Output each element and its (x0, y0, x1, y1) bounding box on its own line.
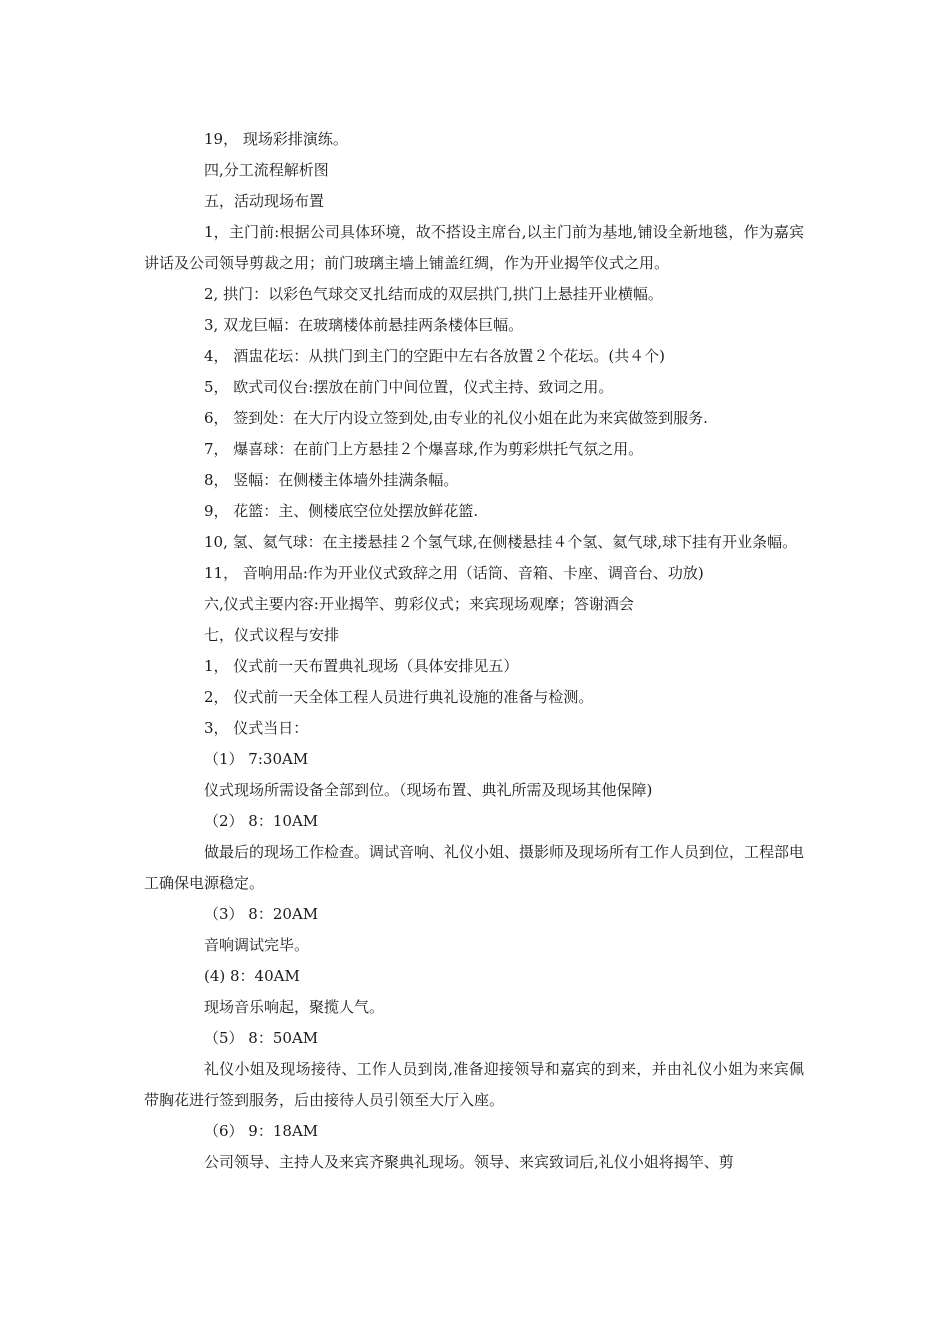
text-line: 仪式现场所需设备全部到位。（现场布置、典礼所需及现场其他保障) (204, 781, 653, 799)
text-line: 11， 音响用品:作为开业仪式致辞之用（话筒、音箱、卡座、调音台、功放) (204, 564, 704, 582)
text-line: 2, 拱门：以彩色气球交叉扎结而成的双层拱门,拱门上悬挂开业横幅。 (204, 285, 663, 303)
section-heading: 四,分工流程解析图 (204, 161, 329, 179)
time-label: （1） 7:30AM (204, 750, 309, 768)
text-line: 5， 欧式司仪台:摆放在前门中间位置，仪式主持、致词之用。 (204, 378, 614, 396)
section-heading: 五，活动现场布置 (204, 192, 325, 210)
paragraph: 礼仪小姐及现场接待、工作人员到岗,准备迎接领导和嘉宾的到来，并由礼仪小姐为来宾佩带胸花进行签到服务，后由接待人员引领至大厅入座。 (144, 1060, 804, 1109)
time-label: （3） 8：20AM (204, 905, 319, 923)
text-line: 公司领导、主持人及来宾齐聚典礼现场。领导、来宾致词后,礼仪小姐将揭竿、剪 (204, 1153, 734, 1171)
text-line: 6， 签到处：在大厅内设立签到处,由专业的礼仪小姐在此为来宾做签到服务. (204, 409, 708, 427)
time-label: （6） 9：18AM (204, 1122, 319, 1140)
text-line: 8， 竖幅：在侧楼主体墙外挂满条幅。 (204, 471, 459, 489)
text-line: 19， 现场彩排演练。 (204, 130, 348, 148)
document-body (144, 124, 804, 1178)
time-label: (4) 8：40AM (204, 967, 300, 985)
paragraph: 1，主门前:根据公司具体环境，故不搭设主席台,以主门前为基地,铺设全新地毯，作为嘉宾讲话及公司领导剪裁之用；前门玻璃主墙上铺盖红绸，作为开业揭竿仪式之用。 (144, 223, 804, 272)
text-line: 4， 酒盅花坛：从拱门到主门的空距中左右各放置２个花坛。(共４个) (204, 347, 666, 365)
text-line: 9， 花篮：主、侧楼底空位处摆放鲜花篮. (204, 502, 479, 520)
paragraph: 做最后的现场工作检查。调试音响、礼仪小姐、摄影师及现场所有工作人员到位，工程部电工确保电源稳定。 (144, 843, 805, 892)
section-heading: 七，仪式议程与安排 (204, 626, 340, 644)
time-label: （5） 8：50AM (204, 1029, 319, 1047)
text-line: 2， 仪式前一天全体工程人员进行典礼设施的准备与检测。 (204, 688, 594, 706)
text-line: 1， 仪式前一天布置典礼现场（具体安排见五） (204, 657, 519, 675)
text-line: 7， 爆喜球：在前门上方悬挂２个爆喜球,作为剪彩烘托气氛之用。 (204, 440, 644, 458)
text-line: 3， 仪式当日： (204, 719, 309, 737)
text-line: 3, 双龙巨幅：在玻璃楼体前悬挂两条楼体巨幅。 (204, 316, 524, 334)
text-line: 现场音乐响起，聚揽人气。 (204, 998, 385, 1016)
time-label: （2） 8：10AM (204, 812, 319, 830)
text-line: 音响调试完毕。 (204, 936, 310, 954)
paragraph: 10, 氢、氦气球：在主搂悬挂２个氢气球,在侧楼悬挂４个氢、氦气球,球下挂有开业条幅。 (204, 533, 798, 551)
section-heading: 六,仪式主要内容:开业揭竿、剪彩仪式；来宾现场观摩；答谢酒会 (204, 595, 634, 613)
